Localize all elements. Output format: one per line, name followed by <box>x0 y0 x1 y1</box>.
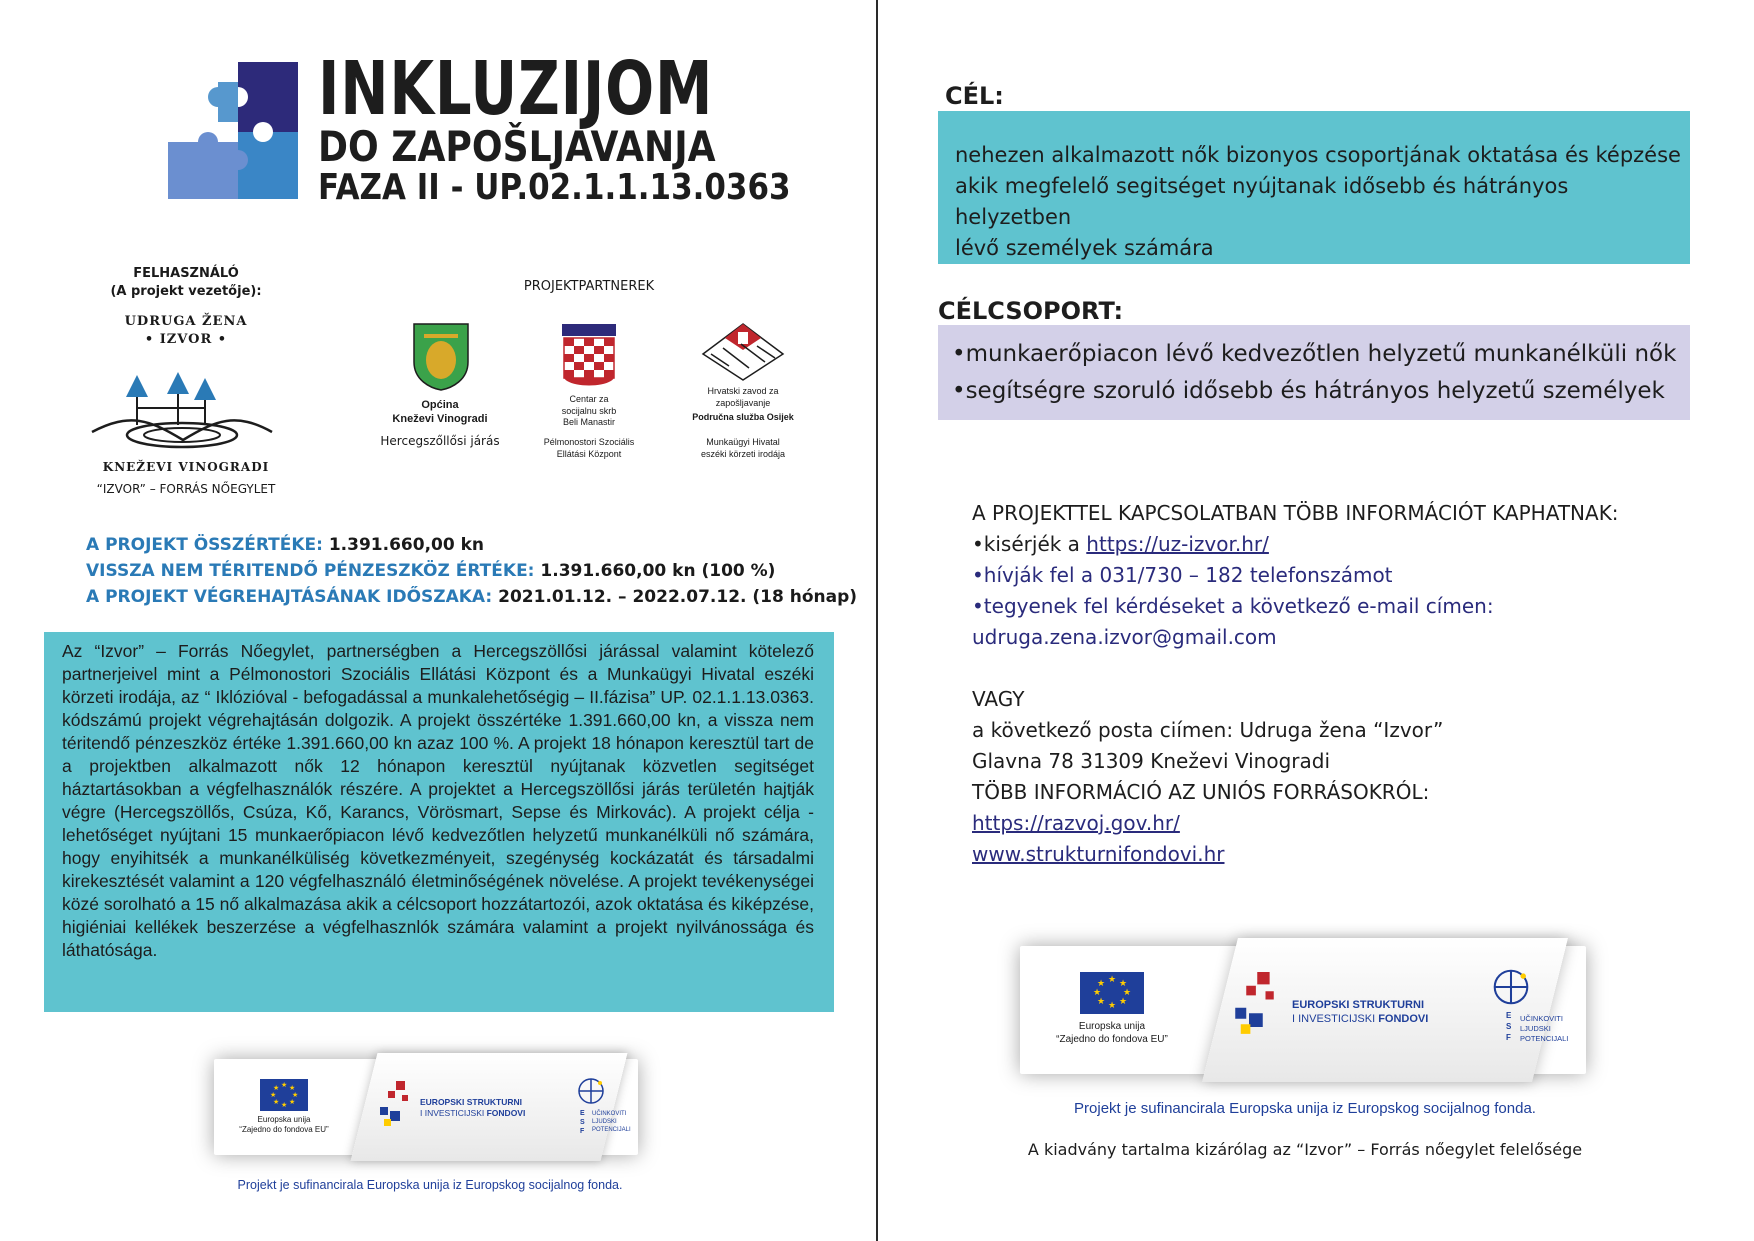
izvor-logo-bottom: KNEŽEVI VINOGRADI <box>102 460 270 474</box>
period-row <box>86 584 857 610</box>
email-link[interactable]: udruga.zena.izvor@gmail.com <box>972 625 1277 649</box>
title-subtitle: DO ZAPOŠLJAVANJA <box>318 122 716 171</box>
esf-caption-right-line2: LJUDSKI <box>1520 1023 1551 1033</box>
opcina-coat-of-arms-icon <box>412 322 470 392</box>
period-value: 2021.01.12. – 2022.07.12. (18 hónap) <box>492 587 858 607</box>
eu-flag-icon-right: ★ ★ ★ ★ ★ ★ ★ ★ <box>1080 972 1144 1014</box>
esf-letters-left: E S F <box>580 1110 585 1135</box>
partner-czss-name-line1: Centar za <box>569 394 609 404</box>
esif-text-left-line2b: FONDOVI <box>486 1108 526 1119</box>
project-values <box>86 532 857 610</box>
partner-czss-caption <box>526 437 652 460</box>
disclaimer: A kiadvány tartalma kizárólag az “Izvor” – Forrás nőegylet felelősége <box>1027 1140 1583 1159</box>
partner-czss-caption-line1: Pélmonostori Szociális <box>543 437 635 447</box>
puzzle-logo-icon <box>168 62 318 202</box>
title-project-code: FAZA II - UP.02.1.1.13.0363 <box>318 167 791 208</box>
description-text: Az “Izvor” – Forrás Nőegylet, partnerségben a Hercegszöllősi járással valamint kötelező partnerjeivel mint a Pélmonostori Szociális Ellátási Központ és a Munkaügyi Hivatal eszéki körzeti irodája, az “ Iklózióval - befogadással a munkalehetőségig – II.fázisa” UP. 02.1.1.13.0363. kódszámú projekt végrehajtásán dolgozik. A projekt összértéke 1.391.660,00 kn, a vissza nem téritendő pénzeszköz értéke 1.391.660,00 kn azaz 100 %. A projekt 18 hónapon keresztül tart de a projektben alkalmazott nők 12 hónapon keresztül nyújtanak közvetlen segitséget háztartásokban a végfelhasználók részére. A projektet a Hercegszöllősi járás területén hajtják végre (Hercegszöllős, Csúza, Kő, Karancs, Vörösmart, Sepse és Mirkovác). A projekt célja - lehetőséget nyújtani 15 munkaerőpiacon lévő kedvezőtlen helyzetű munkanélküli nő számára, hogy enyihitsék a munkanélküliség következményeit, szegénység kockázatát és társadalmi kirekesztését valamint a 120 végfelhasználó életminőségének növelése. A projekt tevékenységei közé sorolható a 15 nő alkalmazása akik a célcsoport hozzátartozói, azok oktatása és kiképzése, higiéniai kellékek beszerzése a végfelhasznlók számára valamint a projekt nyilvánossága és láthatósága. <box>62 641 814 960</box>
eu-caption-left <box>224 1115 344 1136</box>
eu-funds-banner-left <box>214 1059 638 1155</box>
eu-flag-icon: ★ ★ ★ ★ ★ ★ ★ ★ <box>260 1079 308 1111</box>
esif-text-left <box>420 1097 540 1119</box>
esif-text-right-line2b: FONDOVI <box>1378 1013 1429 1026</box>
esif-text-right-line1: EUROPSKI STRUKTURNI <box>1292 999 1425 1011</box>
izvor-logo-icon <box>90 350 276 455</box>
beneficiary-caption: “IZVOR” – FORRÁS NŐEGYLET <box>96 482 276 496</box>
cofinanced-caption-right: Projekt je sufinancirala Europska unija iz Europskog socijalnog fonda. <box>1074 1100 1536 1117</box>
contact-phone: •hívják fel a 031/730 – 182 telefonszámot <box>972 563 1393 587</box>
croatian-shield-icon <box>560 322 618 392</box>
razvoj-link[interactable]: https://razvoj.gov.hr/ <box>972 811 1180 835</box>
esf-letters-right: E S F <box>1506 1011 1512 1042</box>
grant-value-row <box>86 558 857 584</box>
eu-caption-right <box>1032 1020 1192 1046</box>
goal-text <box>955 140 1685 264</box>
goal-line1: nehezen alkalmazott nők bizonyos csoportjának oktatása és képzése <box>955 143 1681 167</box>
partner-czss-caption-line2: Ellátási Központ <box>556 448 622 459</box>
esf-caption-right-line1: UČINKOVITI <box>1520 1014 1563 1023</box>
esif-squares-icon-right <box>1232 972 1288 1038</box>
partner-hzz-caption <box>684 437 802 460</box>
partner-opcina-name <box>370 398 510 427</box>
esf-caption-right <box>1520 1014 1582 1043</box>
partner-opcina-caption: Hercegszőllősi járás <box>380 434 500 448</box>
partner-czss-name-line2: socijalnu skrb <box>561 405 617 416</box>
grant-value-label: VISSZA NEM TÉRITENDŐ PÉNZESZKÖZ ÉRTÉKE: <box>86 561 535 581</box>
esf-pinwheel-icon-right <box>1490 968 1532 1006</box>
contact-visit-row <box>972 529 1619 560</box>
beneficiary-label-line2: (A projekt vezetője): <box>110 283 262 299</box>
goal-line3: lévő személyek számára <box>955 236 1214 260</box>
beneficiary-label <box>86 265 286 300</box>
contact-heading: A PROJEKTTEL KAPCSOLATBAN TÖBB INFORMÁCIÓT KAPHATNAK: <box>972 501 1619 525</box>
eu-funds-banner-right <box>1020 946 1586 1074</box>
total-value-row <box>86 532 857 558</box>
eu-caption-left-line2: “Zajedno do fondova EU” <box>239 1125 329 1135</box>
esif-squares-icon-left <box>378 1081 418 1129</box>
contact-email-prefix: •tegyenek fel kérdéseket a következő e-mail címen: <box>972 594 1494 618</box>
strukturni-fondovi-link[interactable]: www.strukturnifondovi.hr <box>972 842 1225 866</box>
goal-heading: CÉL: <box>945 82 1004 110</box>
partner-opcina-name-line2: Kneževi Vinogradi <box>392 413 488 426</box>
partner-czss-name-line3: Beli Manastir <box>562 417 616 428</box>
esf-pinwheel-icon-left <box>576 1077 606 1105</box>
cofinanced-caption-left: Projekt je sufinancirala Europska unija iz Europskog socijalnog fonda. <box>237 1178 623 1192</box>
esf-caption-left-line3: POTENCIJALI <box>592 1126 631 1133</box>
total-value-label: A PROJEKT ÖSSZÉRTÉKE: <box>86 535 323 555</box>
esif-text-right <box>1292 998 1472 1027</box>
izvor-logo-line1: UDRUGA ŽENA <box>124 314 248 329</box>
esf-caption-right-line3: POTENCIJALI <box>1520 1033 1569 1043</box>
total-value: 1.391.660,00 kn <box>322 535 485 555</box>
eu-info-heading: TÖBB INFORMÁCIÓ AZ UNIÓS FORRÁSOKRÓL: <box>972 780 1430 804</box>
esf-caption-left-line1: UČINKOVITI <box>592 1111 627 1117</box>
grant-value: 1.391.660,00 kn (100 %) <box>534 561 776 581</box>
eu-caption-right-line1: Europska unija <box>1078 1021 1146 1032</box>
hzz-logo-icon <box>701 322 785 382</box>
esf-caption-left <box>592 1111 642 1134</box>
partner-hzz-caption-line1: Munkaügyi Hivatal <box>706 437 780 447</box>
target-item-2: •segítségre szoruló idősebb és hátrányos helyzetű személyek <box>952 378 1665 404</box>
eu-caption-right-line2: “Zajedno do fondova EU” <box>1056 1034 1168 1045</box>
contact-visit-prefix: •kisérjék a <box>972 532 1087 556</box>
izvor-logo-text <box>86 313 286 349</box>
esf-caption-left-line2: LJUDSKI <box>592 1118 617 1125</box>
website-link[interactable]: https://uz-izvor.hr/ <box>1086 532 1269 556</box>
contact-info <box>972 498 1619 870</box>
izvor-logo-line2: • IZVOR • <box>144 332 228 347</box>
eu-caption-left-line1: Europska unija <box>257 1115 311 1124</box>
partners-heading: PROJEKTPARTNEREK <box>523 279 655 294</box>
goal-line2: akik megfelelő segitséget nyújtanak idősebb és hátrányos helyzetben <box>955 174 1569 229</box>
partner-hzz-name-line3: Područna služba Osijek <box>692 412 794 423</box>
target-item-1: •munkaerőpiacon lévő kedvezőtlen helyzetű munkanélküli nők <box>952 341 1677 367</box>
partner-hzz-caption-line2: eszéki körzeti irodája <box>700 448 786 459</box>
partner-hzz-name-line1: Hrvatski zavod za <box>707 386 779 396</box>
partner-czss-name <box>526 394 652 429</box>
partner-hzz-name-line2: zapošljavanje <box>715 397 771 408</box>
page-divider <box>876 0 878 1241</box>
beneficiary-label-line1: FELHASZNÁLÓ <box>133 266 239 281</box>
postal-line2: Glavna 78 31309 Kneževi Vinogradi <box>972 749 1331 773</box>
contact-or: VAGY <box>972 687 1025 711</box>
postal-line1: a következő posta ciímen: Udruga žena “Izvor” <box>972 718 1444 742</box>
partner-opcina-name-line1: Općina <box>421 399 459 411</box>
esif-text-left-line1: EUROPSKI STRUKTURNI <box>420 1097 523 1107</box>
title-main: INKLUZIJOM <box>318 46 714 132</box>
esif-text-right-line2a: I INVESTICIJSKI <box>1292 1013 1379 1026</box>
target-list <box>952 336 1676 410</box>
partner-hzz-name <box>684 386 802 424</box>
esif-text-left-line2a: I INVESTICIJSKI <box>420 1108 487 1119</box>
period-label: A PROJEKT VÉGREHAJTÁSÁNAK IDŐSZAKA: <box>86 587 493 607</box>
target-heading: CÉLCSOPORT: <box>938 297 1124 325</box>
